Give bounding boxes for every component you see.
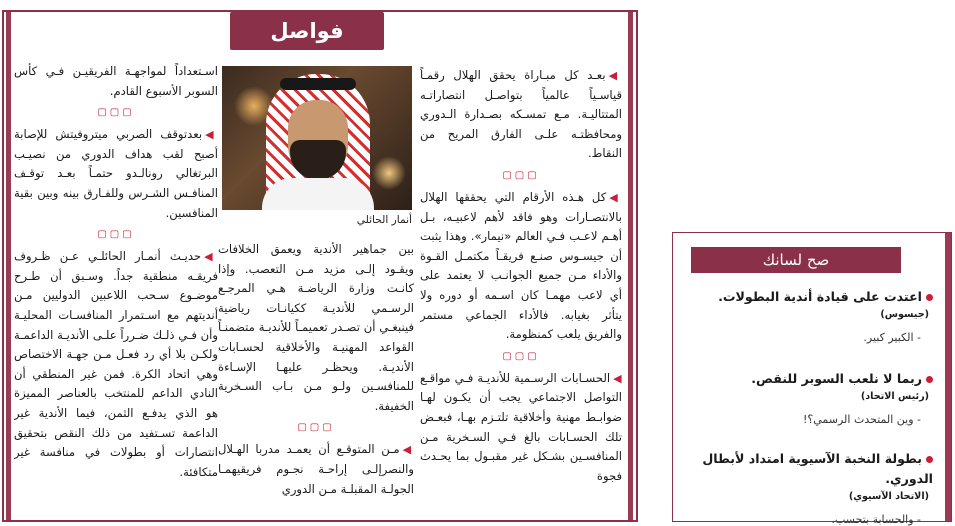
bullet-icon <box>926 376 933 383</box>
paragraph <box>14 125 218 223</box>
quote-speaker: (الاتحاد الآسيوي) <box>848 491 929 502</box>
bullet-icon <box>926 456 933 463</box>
photo-bokeh <box>372 156 406 190</box>
column-title: فواصل <box>230 12 384 50</box>
quote-heading <box>677 449 933 489</box>
author-photo <box>222 66 412 210</box>
separator: ▢▢▢ <box>297 422 335 434</box>
left-column <box>14 62 218 512</box>
arrow-icon: ◀ <box>402 443 414 457</box>
paragraph <box>14 247 218 482</box>
paragraph-text: بعدتوقف الصربي ميتروفيتش للإصابة أصبح لقب هداف الدوري من نصيـب البرتغالي رونالـدو حتمـاً بعـد توقـف المنافـس الشـرس وللفـارق بينه وبين بقية المنافسين. <box>14 127 218 220</box>
quote-entry <box>677 449 933 526</box>
arrow-icon: ◀ <box>609 190 622 204</box>
quote-entry <box>677 369 933 430</box>
photo-caption: أنمار الحائلي <box>356 214 412 226</box>
photo-agal <box>280 78 356 90</box>
sidebar-stripe <box>945 233 951 521</box>
quote-heading <box>677 369 933 389</box>
arrow-icon: ◀ <box>205 128 218 142</box>
paragraph-text: مـن المتوقـع أن يعمـد مدربا الهـلال والنصرإلـى إراحـة نجـوم فريقيهمـا الجولـة المقبلـة مـن الدوري <box>218 442 414 496</box>
paragraph-text: حديـث أنمـار الحائلـي عـن ظـروف فريقـه منطقية جداً. وسـبق أن طـرح موضـوع سـحب اللاعبين الدوليين مـن أنديتهم مع اسـتمرار المنافسـات المحليـة وأن فـي ذلـك ضـرراً علـى الأنديـة الداعمـة ولكـن بلا أي رد فعـل مـن جهـة الاختصاص وهي اتحاد الكرة. فمن غير المنطقي أن النادي الداعم للمنتخب بالعناصر المميزة هو الذي يدفـع الثمن، فيما الأندية غير الداعمة تسـتفيد من ذلك النقص بتحقيق انتصارات أو بطولات في منافسة غير متكافئة. <box>14 249 218 479</box>
quote-text: ربما لا نلعب السوبر للنقص. <box>751 371 922 386</box>
paragraph-text: اسـتعداداً لمواجهـة الفريقيـن فـي كأس السوبر الأسبوع القادم. <box>14 64 218 98</box>
paragraph <box>14 62 218 101</box>
separator: ▢▢▢ <box>97 107 135 119</box>
middle-column <box>218 240 414 512</box>
separator: ▢▢▢ <box>502 169 540 181</box>
arrow-icon: ◀ <box>608 69 622 82</box>
right-column <box>420 66 622 516</box>
quote-heading <box>677 287 933 307</box>
arrow-icon: ◀ <box>613 371 622 385</box>
separator: ▢▢▢ <box>97 229 135 241</box>
paragraph <box>218 440 414 499</box>
sidebar-title: صح لسانك <box>691 247 901 273</box>
paragraph <box>420 66 622 164</box>
separator: ▢▢▢ <box>502 350 540 362</box>
quote-speaker: (رئيس الاتحاد) <box>860 391 929 402</box>
quote-text: اعتدت على قيادة أندية البطولات. <box>718 289 922 304</box>
sidebar-box <box>672 232 952 526</box>
quote-reply: - الكبير كبير. <box>863 331 921 344</box>
quote-reply: - وين المتحدث الرسمي؟! <box>803 413 921 426</box>
paragraph-text: الحسـابات الرسـمية للأنديـة فـي مواقـع التواصل الاجتماعي يجب أن يكـون لهـا ضوابـط مهنية وأخلاقية تلتـزم بهـا، فبعـض تلك الحسـابات بالغ فـي السـخرية مـن المنافسـين بشـكل غير مقبـول بما يحـدث فجوة <box>420 370 622 483</box>
quote-entry <box>677 287 933 348</box>
paragraph-text: بعـد كل مبـاراة يحقق الهلال رقمـاً قياسـياً عالمياً بتواصـل انتصاراتـه المتتاليـة. مـع تمسـكه بصـدارة الـدوري ومحافظتـه علـى الفارق المريح من النقاط. <box>420 68 622 161</box>
photo-thobe <box>262 178 374 210</box>
paragraph-text: بين جماهير الأندية ويعمق الخلافات ويقـود إلـى مزيد مـن التعصب. وإذا كانـت وزارة الرياضـة هـي المرجـع الرسـمي للأنديـة ككيانـات رياضية فينبغـي أن تصـدر تعميمـاً للأنديـة متضمنـاً القواعد المهنيـة والأخلاقية لحسـابات الأنديـة. ويحظـر عليهـا الإسـاءة للمنافسـين ولـو مـن بـاب السـخرية الخفيفة. <box>218 242 414 413</box>
brand-bar-right <box>628 12 633 520</box>
quote-speaker: (جيسوس) <box>880 309 929 320</box>
paragraph <box>420 188 622 345</box>
quote-text: بطولة النخبة الآسيوية امتداد لأبطال الدوري. <box>702 451 933 486</box>
arrow-icon: ◀ <box>204 250 218 264</box>
paragraph-text: كل هـذه الأرقام التي يحققها الهلال بالانتصـارات وهو فاقد لأهم لاعبيـه، بـل أهـم لاعـب فـي العالم «نيمار». وهذا يثبت أن جيسـوس صنـع فريقـاً مكتمـل القـوة والأداء مـن جميع الجوانـب لا يعتمد على أي لاعب مهمـا كان اسـمه أو دوره ولا يتأثر بغيابه. فالأداء الجماعي مستمر والفريق يلعب كمنظومة. <box>420 189 622 342</box>
paragraph <box>218 240 414 416</box>
brand-bar-left <box>6 12 11 520</box>
quote-reply: - والحسابة بتحسب. <box>831 513 921 526</box>
paragraph <box>420 369 622 487</box>
bullet-icon <box>926 294 933 301</box>
